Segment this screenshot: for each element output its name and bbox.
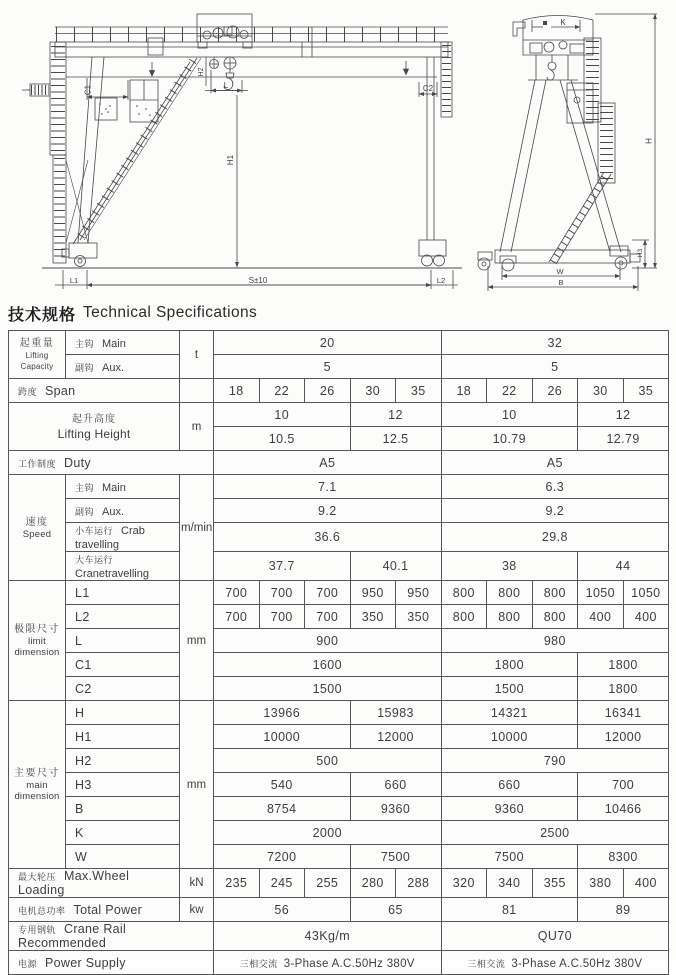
table-cell: 12 xyxy=(350,403,441,427)
dim-label-w: W xyxy=(556,267,564,276)
section-title-en: Technical Specifications xyxy=(83,304,258,321)
dim-label-l1: L1 xyxy=(69,276,79,285)
dim-label-c1: C1 xyxy=(83,84,93,96)
table-cell: 700 xyxy=(259,605,305,629)
table-cell: 340 xyxy=(487,869,533,898)
table-cell: 5 xyxy=(441,355,669,379)
table-cell: L xyxy=(66,629,180,653)
table-cell: 22 xyxy=(259,379,305,403)
table-cell: 26 xyxy=(532,379,578,403)
table-cell: 主要尺寸 main dimension xyxy=(9,701,66,869)
table-cell: 1500 xyxy=(214,677,442,701)
table-cell: L1 xyxy=(66,581,180,605)
table-cell: 副钩 Aux. xyxy=(66,499,180,523)
table-row xyxy=(9,898,669,922)
table-cell: 10.5 xyxy=(214,427,351,451)
table-cell: 6.3 xyxy=(441,475,669,499)
dim-label-k: K xyxy=(560,18,566,27)
table-cell: 16341 xyxy=(578,701,669,725)
table-cell: 700 xyxy=(305,581,351,605)
table-cell: 1050 xyxy=(623,581,669,605)
table-cell: 800 xyxy=(487,605,533,629)
table-cell: 35 xyxy=(623,379,669,403)
table-cell: 1800 xyxy=(441,653,578,677)
table-cell: 790 xyxy=(441,749,669,773)
table-cell: 1800 xyxy=(578,653,669,677)
table-cell: H xyxy=(66,701,180,725)
table-cell: 9360 xyxy=(350,797,441,821)
table-cell: 65 xyxy=(350,898,441,922)
table-cell: 800 xyxy=(441,605,487,629)
table-cell: 320 xyxy=(441,869,487,898)
table-cell: 12.79 xyxy=(578,427,669,451)
table-row xyxy=(9,773,669,797)
table-row xyxy=(9,379,669,403)
section-title xyxy=(8,300,676,326)
table-cell: 700 xyxy=(214,605,260,629)
table-row xyxy=(9,653,669,677)
table-cell: 主钩 Main xyxy=(66,331,180,355)
table-row xyxy=(9,552,669,581)
table-cell: 14321 xyxy=(441,701,578,725)
table-cell: 900 xyxy=(214,629,442,653)
table-cell: 350 xyxy=(350,605,396,629)
table-cell: 245 xyxy=(259,869,305,898)
table-cell: 400 xyxy=(578,605,624,629)
table-row xyxy=(9,951,669,975)
table-cell: B xyxy=(66,797,180,821)
table-cell: 7500 xyxy=(350,845,441,869)
front-view xyxy=(22,14,462,289)
table-cell: 起升高度 Lifting Height xyxy=(9,403,180,451)
table-cell: 500 xyxy=(214,749,442,773)
table-cell: 355 xyxy=(532,869,578,898)
dim-label-span: S±10 xyxy=(248,276,268,285)
table-row xyxy=(9,725,669,749)
table-cell: 26 xyxy=(305,379,351,403)
table-row xyxy=(9,749,669,773)
table-cell: 电机总功率 Total Power xyxy=(9,898,180,922)
table-cell: 56 xyxy=(214,898,351,922)
table-cell: 400 xyxy=(623,869,669,898)
table-cell: 7500 xyxy=(441,845,578,869)
table-row xyxy=(9,701,669,725)
table-cell: 980 xyxy=(441,629,669,653)
table-cell: 700 xyxy=(578,773,669,797)
table-cell: m/min xyxy=(180,475,214,581)
table-row xyxy=(9,523,669,552)
table-cell: kw xyxy=(180,898,214,922)
table-cell: 2500 xyxy=(441,821,669,845)
table-cell: 288 xyxy=(396,869,442,898)
table-cell: 1600 xyxy=(214,653,442,677)
table-cell: 起重量 Lifting Capacity xyxy=(9,331,66,379)
table-cell: 800 xyxy=(441,581,487,605)
table-cell: 跨度 Span xyxy=(9,379,180,403)
table-cell: 700 xyxy=(214,581,260,605)
table-cell: 36.6 xyxy=(214,523,442,552)
table-cell: 18 xyxy=(441,379,487,403)
dim-label-b: B xyxy=(558,278,564,287)
table-cell: 1050 xyxy=(578,581,624,605)
table-cell: 10.79 xyxy=(441,427,578,451)
table-cell: 8754 xyxy=(214,797,351,821)
table-row xyxy=(9,821,669,845)
table-row xyxy=(9,605,669,629)
table-cell: K xyxy=(66,821,180,845)
table-cell: 8300 xyxy=(578,845,669,869)
table-cell: 5 xyxy=(214,355,442,379)
table-cell: 44 xyxy=(578,552,669,581)
table-cell: 12000 xyxy=(350,725,441,749)
table-cell: C1 xyxy=(66,653,180,677)
table-cell: 7200 xyxy=(214,845,351,869)
table-cell: 950 xyxy=(350,581,396,605)
table-cell: 700 xyxy=(259,581,305,605)
table-row xyxy=(9,869,669,898)
table-cell: t xyxy=(180,331,214,379)
table-cell: 540 xyxy=(214,773,351,797)
table-cell: 9.2 xyxy=(214,499,442,523)
spec-table xyxy=(8,330,669,975)
table-cell: 235 xyxy=(214,869,260,898)
table-cell: 7.1 xyxy=(214,475,442,499)
table-cell: 255 xyxy=(305,869,351,898)
table-cell: H1 xyxy=(66,725,180,749)
table-row xyxy=(9,581,669,605)
table-cell: 22 xyxy=(487,379,533,403)
table-cell: 9.2 xyxy=(441,499,669,523)
table-cell: 工作制度 Duty xyxy=(9,451,214,475)
side-view xyxy=(478,14,657,291)
table-cell: 280 xyxy=(350,869,396,898)
table-cell: 三相交流 3-Phase A.C.50Hz 380V xyxy=(214,951,442,975)
table-cell: W xyxy=(66,845,180,869)
table-cell: H2 xyxy=(66,749,180,773)
table-cell: A5 xyxy=(214,451,442,475)
table-cell: 950 xyxy=(396,581,442,605)
crane-drawing xyxy=(0,0,676,298)
dim-label-h2: H2 xyxy=(198,67,205,77)
table-cell: 350 xyxy=(396,605,442,629)
table-cell: m xyxy=(180,403,214,451)
table-cell: A5 xyxy=(441,451,669,475)
table-cell: 大车运行Cranetravelling xyxy=(66,552,180,581)
table-cell: 10 xyxy=(441,403,578,427)
dim-label-c2: C2 xyxy=(422,84,434,93)
table-cell: C2 xyxy=(66,677,180,701)
table-row xyxy=(9,499,669,523)
table-cell: 800 xyxy=(487,581,533,605)
table-cell: mm xyxy=(180,701,214,869)
dim-label-h3: H3 xyxy=(637,248,644,258)
table-cell: 40.1 xyxy=(350,552,441,581)
table-row xyxy=(9,355,669,379)
table-cell: 81 xyxy=(441,898,578,922)
table-cell: 800 xyxy=(532,605,578,629)
dim-label-l: L xyxy=(223,81,229,90)
table-cell: 专用钢轨 Crane Rail Recommended xyxy=(9,922,214,951)
table-cell: 10000 xyxy=(441,725,578,749)
table-cell: 12.5 xyxy=(350,427,441,451)
table-cell: 12 xyxy=(578,403,669,427)
table-cell: 32 xyxy=(441,331,669,355)
table-cell: 29.8 xyxy=(441,523,669,552)
table-cell: 700 xyxy=(305,605,351,629)
table-cell: 10000 xyxy=(214,725,351,749)
table-cell: 30 xyxy=(350,379,396,403)
table-cell: 1800 xyxy=(578,677,669,701)
table-cell: 极限尺寸 limit dimension xyxy=(9,581,66,701)
dim-label-h: H xyxy=(644,138,654,144)
table-row xyxy=(9,677,669,701)
table-cell: 35 xyxy=(396,379,442,403)
table-cell: kN xyxy=(180,869,214,898)
table-cell: 660 xyxy=(350,773,441,797)
table-cell: 400 xyxy=(623,605,669,629)
table-row xyxy=(9,331,669,355)
table-row xyxy=(9,403,669,427)
table-cell: L2 xyxy=(66,605,180,629)
table-cell: 13966 xyxy=(214,701,351,725)
table-cell: 37.7 xyxy=(214,552,351,581)
table-cell: 12000 xyxy=(578,725,669,749)
table-cell: QU70 xyxy=(441,922,669,951)
table-row xyxy=(9,845,669,869)
table-cell: 电源 Power Supply xyxy=(9,951,214,975)
table-row xyxy=(9,922,669,951)
table-cell: 89 xyxy=(578,898,669,922)
table-cell: 副钩 Aux. xyxy=(66,355,180,379)
table-cell: 43Kg/m xyxy=(214,922,442,951)
spec-table-body xyxy=(9,331,669,975)
dim-label-h1: H1 xyxy=(226,154,235,166)
table-cell: 800 xyxy=(532,581,578,605)
table-cell: 380 xyxy=(578,869,624,898)
table-cell: H3 xyxy=(66,773,180,797)
table-cell: 三相交流 3-Phase A.C.50Hz 380V xyxy=(441,951,669,975)
table-cell: 18 xyxy=(214,379,260,403)
table-cell: 速度 Speed xyxy=(9,475,66,581)
table-cell: 最大轮压 Max.Wheel Loading xyxy=(9,869,180,898)
table-cell: 1500 xyxy=(441,677,578,701)
table-row xyxy=(9,797,669,821)
table-cell: 660 xyxy=(441,773,578,797)
table-cell: 38 xyxy=(441,552,578,581)
table-cell: 小车运行 Crab travelling xyxy=(66,523,180,552)
table-cell: 10 xyxy=(214,403,351,427)
table-cell: 15983 xyxy=(350,701,441,725)
table-row xyxy=(9,451,669,475)
table-cell: mm xyxy=(180,581,214,701)
dim-label-l2: L2 xyxy=(436,276,446,285)
table-cell: 30 xyxy=(578,379,624,403)
table-row xyxy=(9,475,669,499)
table-cell: 10466 xyxy=(578,797,669,821)
table-cell: 9360 xyxy=(441,797,578,821)
table-cell: 20 xyxy=(214,331,442,355)
section-title-zh: 技术规格 xyxy=(8,306,77,324)
table-cell xyxy=(180,379,214,403)
table-cell: 主钩 Main xyxy=(66,475,180,499)
table-cell: 2000 xyxy=(214,821,442,845)
table-row xyxy=(9,629,669,653)
